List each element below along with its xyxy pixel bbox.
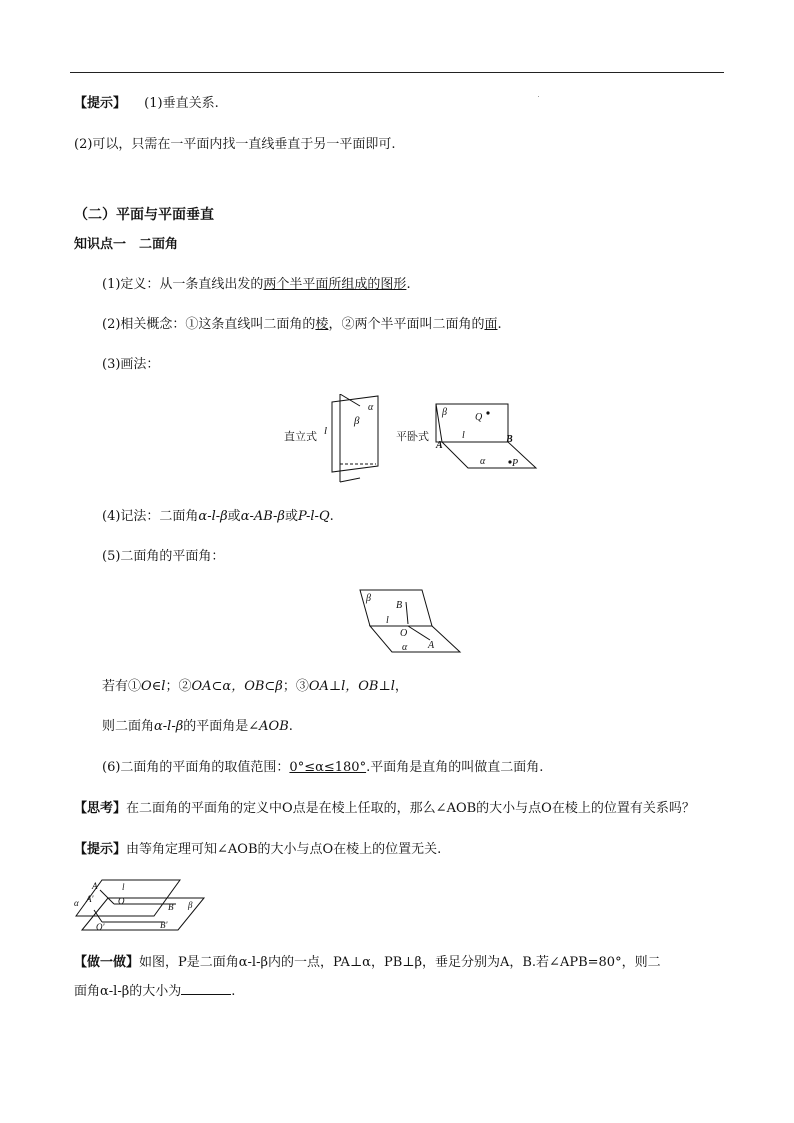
fig3-B: B bbox=[396, 600, 403, 611]
fig4-alpha: α bbox=[74, 898, 79, 908]
fig3-l: l bbox=[386, 615, 389, 626]
range-value: 0°≤α≤180° bbox=[289, 760, 367, 775]
fig3-alpha: α bbox=[402, 642, 408, 653]
horizontal-dihedral-figure bbox=[432, 402, 544, 474]
hint-line-1 bbox=[74, 95, 219, 113]
fig2-Q: Q bbox=[475, 412, 483, 423]
fig2-alpha: α bbox=[480, 456, 486, 467]
section-title: （二）平面与平面垂直 bbox=[74, 207, 214, 223]
definition: (1)定义：从一条直线出发的两个半平面所组成的图形. bbox=[102, 277, 411, 292]
exercise-line-1: 【做一做】如图，P是二面角α-l-β内的一点，PA⊥α，PB⊥β，垂足分别为A，B.若∠APB=80°，则二 bbox=[74, 955, 661, 970]
header-rule bbox=[70, 72, 724, 73]
knowledge-point-title: 知识点一 二面角 bbox=[74, 237, 179, 252]
edge-term: 棱 bbox=[315, 317, 329, 332]
fig2-P: P bbox=[512, 458, 519, 469]
answer-blank[interactable] bbox=[181, 982, 231, 995]
exercise-line-2: 面角α-l-β的大小为 . bbox=[74, 984, 236, 999]
fig1-l: l bbox=[324, 425, 328, 437]
hint-text-1: (1)垂直关系. bbox=[144, 96, 219, 111]
think-label: 【思考】 bbox=[74, 801, 127, 816]
fig1-beta: β bbox=[354, 415, 360, 427]
fig2-l: l bbox=[462, 430, 465, 441]
conditions: 若有①O∈l；②OA⊂α，OB⊂β；③OA⊥l，OB⊥l， bbox=[102, 679, 408, 694]
plane-angle-heading: (5)二面角的平面角： bbox=[102, 549, 225, 564]
definition-underlined: 两个半平面所组成的图形 bbox=[263, 277, 407, 292]
hint-line-3: 【提示】由等角定理可知∠AOB的大小与点O在棱上的位置无关. bbox=[74, 842, 442, 857]
fig4-A: A bbox=[92, 881, 98, 891]
equal-angle-figure bbox=[72, 876, 208, 934]
then-statement: 则二面角α-l-β的平面角是∠AOB. bbox=[102, 719, 293, 734]
concepts: (2)相关概念：①这条直线叫二面角的棱，②两个半平面叫二面角的面. bbox=[102, 317, 502, 332]
fig3-A: A bbox=[428, 640, 435, 651]
fig4-B: B bbox=[168, 902, 174, 912]
fig4-Ap: A' bbox=[86, 894, 94, 904]
hint-label: 【提示】 bbox=[74, 96, 127, 111]
hint-line-2: (2)可以，只需在一平面内找一直线垂直于另一平面即可. bbox=[74, 137, 396, 152]
drawing-method: (3)画法： bbox=[102, 357, 160, 372]
hint-label-2: 【提示】 bbox=[74, 842, 127, 857]
fig4-beta: β bbox=[188, 900, 193, 910]
notation: (4)记法：二面角α-l-β或α-AB-β或P-l-Q. bbox=[102, 509, 334, 524]
fig4-Bp: B' bbox=[160, 920, 168, 930]
speck bbox=[538, 96, 539, 97]
fig2-A: A bbox=[436, 440, 443, 451]
fig4-l: l bbox=[122, 882, 125, 892]
exercise-label: 【做一做】 bbox=[74, 955, 140, 970]
fig2-beta: β bbox=[442, 407, 447, 418]
fig4-O: O bbox=[118, 896, 125, 906]
face-term: 面 bbox=[484, 317, 498, 332]
fig1-label: 直立式 bbox=[284, 430, 317, 443]
fig2-label: 平卧式 bbox=[396, 430, 429, 443]
think-line: 【思考】在二面角的平面角的定义中O点是在棱上任取的，那么∠AOB的大小与点O在棱上的位置有关系吗？ bbox=[74, 801, 695, 816]
fig3-beta: β bbox=[366, 593, 371, 604]
angle-range: (6)二面角的平面角的取值范围：0°≤α≤180°.平面角是直角的叫做直二面角. bbox=[102, 760, 544, 775]
vertical-dihedral-figure bbox=[320, 394, 390, 484]
fig4-Op: O' bbox=[96, 922, 105, 932]
fig1-alpha: α bbox=[368, 402, 374, 413]
fig2-B: B bbox=[506, 434, 513, 445]
plane-angle-figure bbox=[356, 588, 466, 656]
fig3-O: O bbox=[400, 628, 408, 639]
